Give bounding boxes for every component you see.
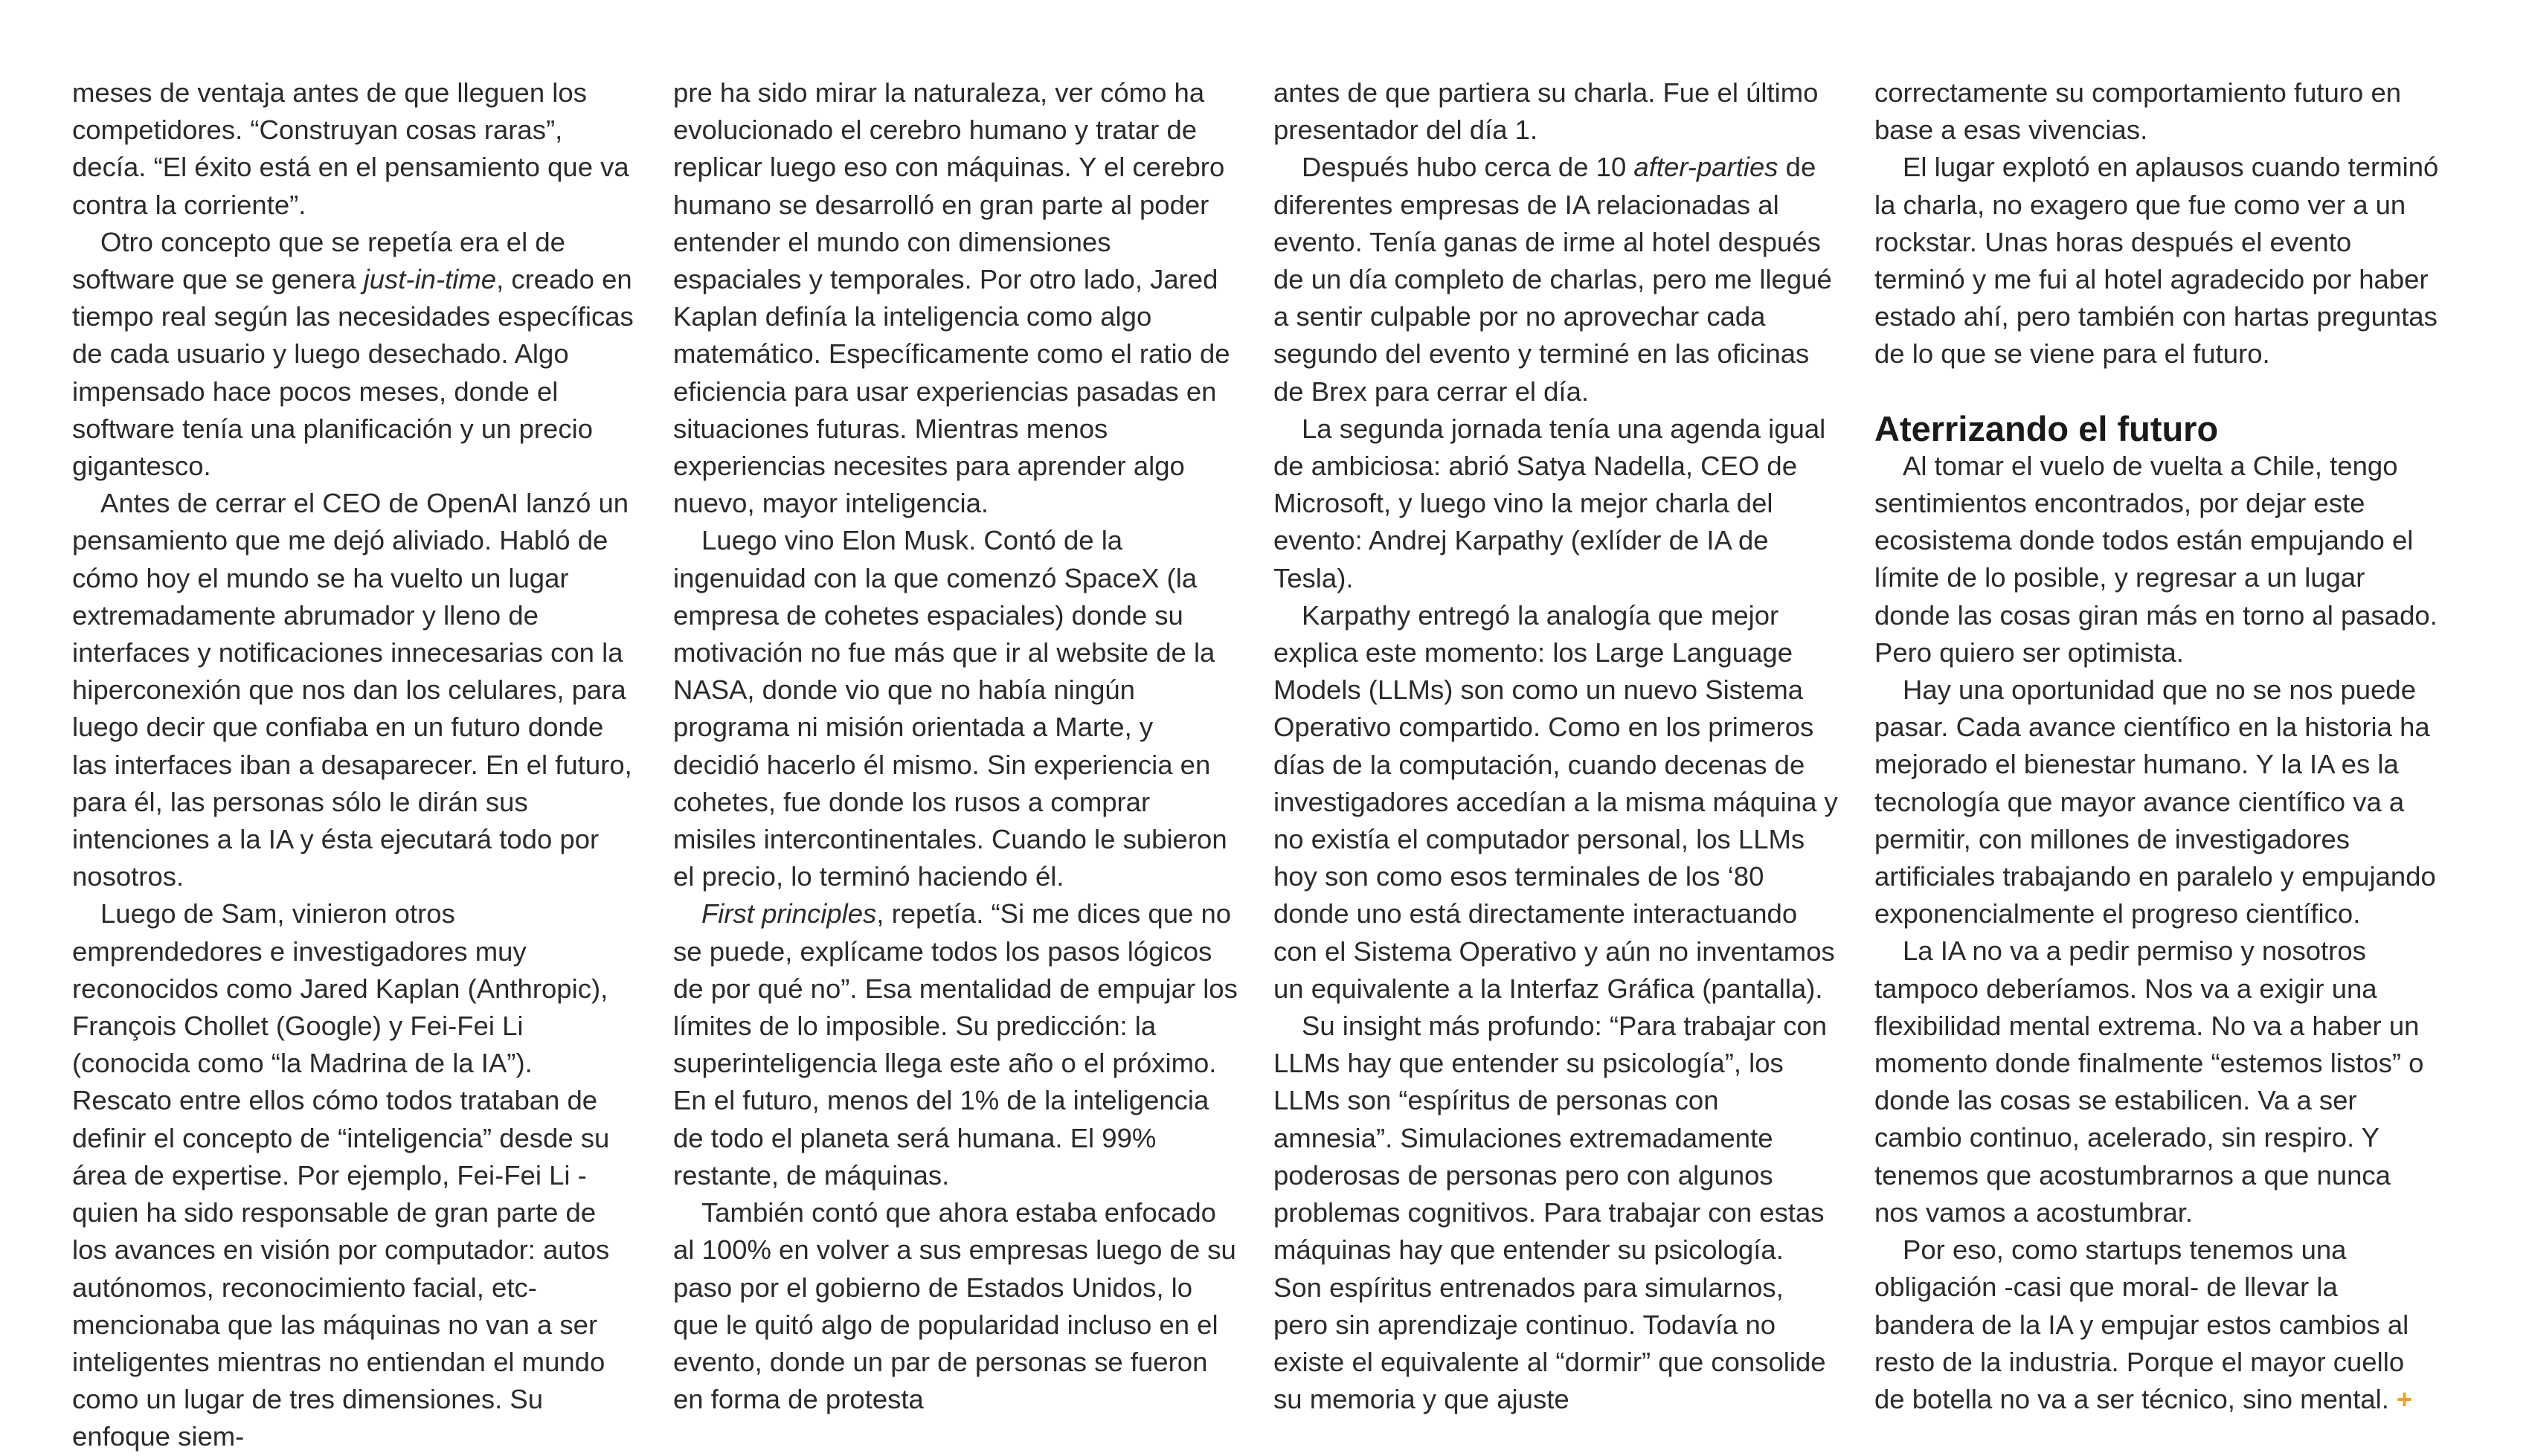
paragraph: First principles, repetía. “Si me dices que no se puede, explícame todos los pasos lógicos de por qué no”. Esa mentalidad de empujar los límites de lo imposible. Su predicción: la superinteligencia llega este año o el próximo. En el futuro, menos del 1% de la inteligencia de todo el planeta será humana. El 99% restante, de máquinas.	[673, 898, 1238, 1191]
column-2	[673, 74, 1238, 1418]
paragraph: Hay una oportunidad que no se nos puede pasar. Cada avance científico en la historia ha mejorado el bienestar humano. Y la IA es la tecnología que mayor avance científico va a permitir, con millones de investigadores artificiales trabajando en paralelo y empujando exponencialmente el progreso científico.	[1874, 674, 2436, 930]
paragraph: meses de ventaja antes de que lleguen los competidores. “Construyan cosas raras”, decía. “El éxito está en el pensamiento que va contra la corriente”.	[72, 77, 629, 220]
paragraph: antes de que partiera su charla. Fue el último presentador del día 1.	[1273, 77, 1819, 146]
end-mark-plus-icon: +	[2396, 1383, 2413, 1414]
emphasis: after-parties	[1633, 152, 1778, 183]
paragraph: Luego vino Elon Musk. Contó de la ingenuidad con la que comenzó SpaceX (la empresa de cohetes espaciales) donde su motivación no fue más que ir al website de la NASA, donde vio que no había ningún programa ni misión orientada a Marte, y decidió hacerlo él mismo. Sin experiencia en cohetes, fue donde los rusos a comprar misiles intercontinentales. Cuando le subieron el precio, lo terminó haciendo él.	[673, 525, 1227, 892]
paragraph: Luego de Sam, vinieron otros emprendedores e investigadores muy reconocidos como Jared Kaplan (Anthropic), François Chollet (Google) y Fei-Fei Li (conocida como “la Madrina de la IA”). Rescato entre ellos cómo todos trataban de definir el concepto de “inteligencia” desde su área de expertise. Por ejemplo, Fei-Fei Li -quien ha sido responsable de gran parte de los avances en visión por computador: autos autónomos, reconocimiento facial, etc- mencionaba que las máquinas no van a ser inteligentes mientras no entiendan el mundo como un lugar de tres dimensiones. Su enfoque siem-	[72, 898, 610, 1452]
paragraph: pre ha sido mirar la naturaleza, ver cómo ha evolucionado el cerebro humano y tratar de replicar luego eso con máquinas. Y el cerebro humano se desarrolló en gran parte al poder entender el mundo con dimensiones espaciales y temporales. Por otro lado, Jared Kaplan definía la inteligencia como algo matemático. Específicamente como el ratio de eficiencia para usar experiencias pasadas en situaciones futuras. Mientras menos experiencias necesites para aprender algo nuevo, mayor inteligencia.	[673, 77, 1230, 519]
paragraph: La segunda jornada tenía una agenda igual de ambiciosa: abrió Satya Nadella, CEO de Microsoft, y luego vino la mejor charla del evento: Andrej Karpathy (exlíder de IA de Tesla).	[1273, 413, 1826, 593]
paragraph: Otro concepto que se repetía era el de software que se genera just-in-time, creado en tiempo real según las necesidades específicas de cada usuario y luego desechado. Algo impensado hace pocos meses, donde el software tenía una planificación y un precio gigantesco.	[72, 226, 634, 482]
paragraph: correctamente su comportamiento futuro en base a esas vivencias.	[1874, 77, 2402, 146]
paragraph: Karpathy entregó la analogía que mejor explica este momento: los Large Language Models (LLMs) son como un nuevo Sistema Operativo compartido. Como en los primeros días de la computación, cuando decenas de investigadores accedían a la misma máquina y no existía el computador personal, los LLMs hoy son como esos terminales de los ‘80 donde uno está directamente interactuando con el Sistema Operativo y aún no inventamos un equivalente a la Interfaz Gráfica (pantalla).	[1273, 599, 1838, 1004]
paragraph: Por eso, como startups tenemos una obligación -casi que moral- de llevar la bandera de la IA y empujar estos cambios al resto de la industria. Porque el mayor cuello de botella no va a ser técnico, sino mental. +	[1874, 1234, 2413, 1414]
section-gap	[1874, 373, 2440, 410]
paragraph: También contó que ahora estaba enfocado al 100% en volver a sus empresas luego de su paso por el gobierno de Estados Unidos, lo que le quitó algo de popularidad incluso en el evento, donde un par de personas se fueron en forma de protesta	[673, 1197, 1236, 1415]
column-4	[1874, 74, 2440, 1418]
paragraph: Su insight más profundo: “Para trabajar con LLMs hay que entender su psicología”, los LLMs son “espíritus de personas con amnesia”. Simulaciones extremadamente poderosas de personas pero con algunos problemas cognitivos. Para trabajar con estas máquinas hay que entender su psicología. Son espíritus entrenados para simularnos, pero sin aprendizaje continuo. Todavía no existe el equivalente al “dormir” que consolide su memoria y que ajuste	[1273, 1011, 1828, 1415]
emphasis: just-in-time	[363, 264, 497, 295]
column-1	[72, 74, 637, 1456]
column-3	[1273, 74, 1839, 1418]
paragraph: Antes de cerrar el CEO de OpenAI lanzó un pensamiento que me dejó aliviado. Habló de cómo hoy el mundo se ha vuelto un lugar extremadamente abrumador y lleno de interfaces y notificaciones innecesarias con la hiperconexión que nos dan los celulares, para luego decir que confiaba en un futuro donde las interfaces iban a desaparecer. En el futuro, para él, las personas sólo le dirán sus intenciones a la IA y ésta ejecutará todo por nosotros.	[72, 488, 632, 892]
emphasis: First principles	[701, 898, 877, 930]
paragraph: Al tomar el vuelo de vuelta a Chile, tengo sentimientos encontrados, por dejar este ecosistema donde todos están empujando el límite de lo posible, y regresar a un lugar donde las cosas giran más en torno al pasado. Pero quiero ser optimista.	[1874, 450, 2438, 668]
paragraph: El lugar explotó en aplausos cuando terminó la charla, no exagero que fue como ver a un rockstar. Unas horas después el evento terminó y me fui al hotel agradecido por haber estado ahí, pero también con hartas preguntas de lo que se viene para el futuro.	[1874, 152, 2439, 370]
paragraph: Después hubo cerca de 10 after-parties de diferentes empresas de IA relacionadas al evento. Tenía ganas de irme al hotel después de un día completo de charlas, pero me llegué a sentir culpable por no aprovechar cada segundo del evento y terminé en las oficinas de Brex para cerrar el día.	[1273, 152, 1832, 407]
paragraph: La IA no va a pedir permiso y nosotros tampoco deberíamos. Nos va a exigir una flexibilidad mental extrema. No va a haber un momento donde finalmente “estemos listos” o donde las cosas se estabilicen. Va a ser cambio continuo, acelerado, sin respiro. Y tenemos que acostumbrarnos a que nunca nos vamos a acostumbrar.	[1874, 935, 2424, 1228]
section-heading: Aterrizando el futuro	[1874, 408, 2219, 448]
